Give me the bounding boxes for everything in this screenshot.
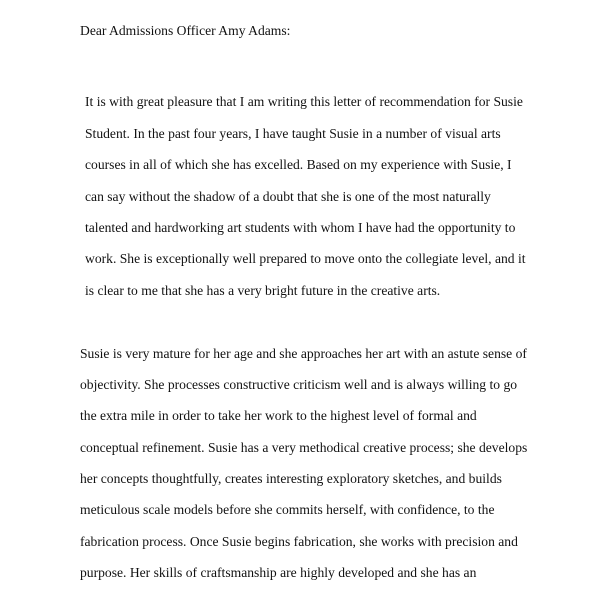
paragraph-1-line: talented and hardworking art students with whom I have had the opportunity to: [85, 220, 516, 235]
paragraph-1-line: Student. In the past four years, I have taught Susie in a number of visual arts: [85, 126, 501, 141]
paragraph-1-line: work. She is exceptionally well prepared to move onto the collegiate level, and it: [85, 251, 526, 266]
salutation: Dear Admissions Officer Amy Adams:: [80, 23, 291, 38]
paragraph-2-line: the extra mile in order to take her work to the highest level of formal and: [80, 408, 477, 423]
paragraph-1-line: courses in all of which she has excelled. Based on my experience with Susie, I: [85, 157, 512, 172]
paragraph-1-line: It is with great pleasure that I am writing this letter of recommendation for Susie: [85, 94, 523, 109]
paragraph-2-line: fabrication process. Once Susie begins fabrication, she works with precision and: [80, 534, 518, 549]
paragraph-2-line: conceptual refinement. Susie has a very methodical creative process; she develops: [80, 440, 528, 455]
paragraph-2-line: meticulous scale models before she commits herself, with confidence, to the: [80, 502, 495, 517]
paragraph-2-line: objectivity. She processes constructive criticism well and is always willing to go: [80, 377, 518, 392]
paragraph-1-line: is clear to me that she has a very bright future in the creative arts.: [85, 283, 441, 298]
paragraph-1-line: can say without the shadow of a doubt that she is one of the most naturally: [85, 189, 491, 204]
paragraph-2-line: her concepts thoughtfully, creates interesting exploratory sketches, and builds: [80, 471, 502, 486]
paragraph-2-line: Susie is very mature for her age and she approaches her art with an astute sense of: [80, 346, 527, 361]
paragraph-2-line: purpose. Her skills of craftsmanship are highly developed and she has an: [80, 565, 477, 580]
